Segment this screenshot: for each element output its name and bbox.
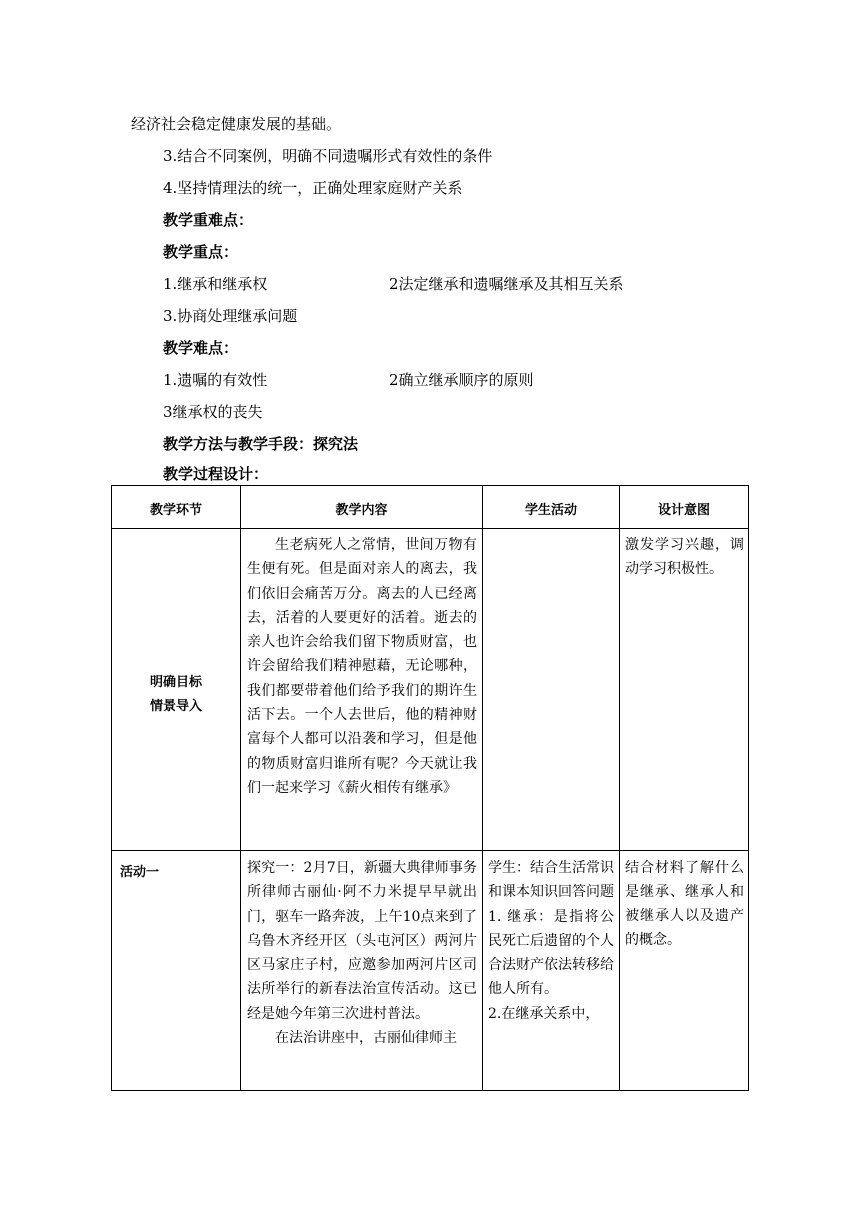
header-stage: 教学环节 [149, 503, 202, 518]
focus-item-2: 2法定继承和遗嘱继承及其相互关系 [389, 275, 624, 293]
row1-stage-line2: 情景导入 [149, 699, 202, 714]
row2-content-paragraph-2: 在法治讲座中，古丽仙律师主 [275, 1030, 457, 1047]
header-intent: 设计意图 [657, 503, 710, 518]
text-line-3: 4.坚持情理法的统一，正确处理家庭财产关系 [163, 179, 463, 197]
header-activity: 学生活动 [524, 503, 577, 518]
header-content: 教学内容 [335, 503, 388, 518]
table-row-divider [112, 850, 748, 851]
table-col-divider [482, 486, 483, 1090]
method-line: 教学方法与教学手段：探究法 [163, 435, 359, 453]
text-line-1: 经济社会稳定健康发展的基础。 [131, 115, 342, 133]
table-col-divider [619, 486, 620, 1090]
difficult-item-1: 1.遗嘱的有效性 [163, 371, 268, 389]
row1-stage-line1: 明确目标 [149, 675, 202, 690]
difficult-item-3: 3继承权的丧失 [163, 403, 263, 421]
process-table [111, 485, 749, 1091]
row2-content [247, 856, 477, 1050]
row2-activity-paragraph-1: 学生：结合生活常识和课本知识回答问题 [488, 860, 614, 901]
focus-item-1: 1.继承和继承权 [163, 275, 268, 293]
row2-activity [488, 856, 614, 1026]
row2-stage: 活动一 [120, 865, 160, 880]
row1-content: 生老病死人之常情，世间万物有生便有死。但是面对亲人的离去，我们依旧会痛苦万分。离去的人已经离去，活着的人要更好的活着。逝去的亲人也许会给我们留下物质财富，也许会留给我们精神慰藉，无论哪种，我们都要带着他们给予我们的期许生活下去。一个人去世后，他的精神财富每个人都可以沿袭和学习，但是他的物质财富归谁所有呢？今天就让我们一起来学习《薪火相传有继承》 [247, 537, 477, 796]
row2-activity-paragraph-2: 1. 继承：是指将公民死亡后遗留的个人合法财产依法转移给他人所有。 [488, 908, 614, 998]
key-points-heading: 教学重难点： [163, 211, 254, 229]
row2-activity-paragraph-3: 2.在继承关系中， [488, 1005, 600, 1022]
row2-content-paragraph-1: 探究一：2月7日，新疆大典律师事务所律师古丽仙·阿不力米提早早就出门，驱车一路奔波，上午10点来到了乌鲁木齐经开区（头屯河区）两河片区马家庄子村，应邀参加两河片区司法所举行的新春法治宣传活动。这已经是她今年第三次进村普法。 [247, 860, 477, 1022]
row1-stage [112, 671, 240, 719]
text-line-2: 3.结合不同案例，明确不同遗嘱形式有效性的条件 [163, 147, 493, 165]
difficult-item-2: 2确立继承顺序的原则 [389, 371, 534, 389]
difficult-heading: 教学难点： [163, 339, 239, 357]
table-row-divider [112, 528, 748, 529]
focus-item-3: 3.协商处理继承问题 [163, 307, 298, 325]
table-col-divider [240, 486, 241, 1090]
focus-heading: 教学重点： [163, 243, 239, 261]
row2-intent: 结合材料了解什么是继承、继承人和被继承人以及遗产的概念。 [625, 860, 744, 948]
row1-intent: 激发学习兴趣，调动学习积极性。 [625, 537, 744, 577]
process-heading: 教学过程设计： [163, 465, 269, 483]
